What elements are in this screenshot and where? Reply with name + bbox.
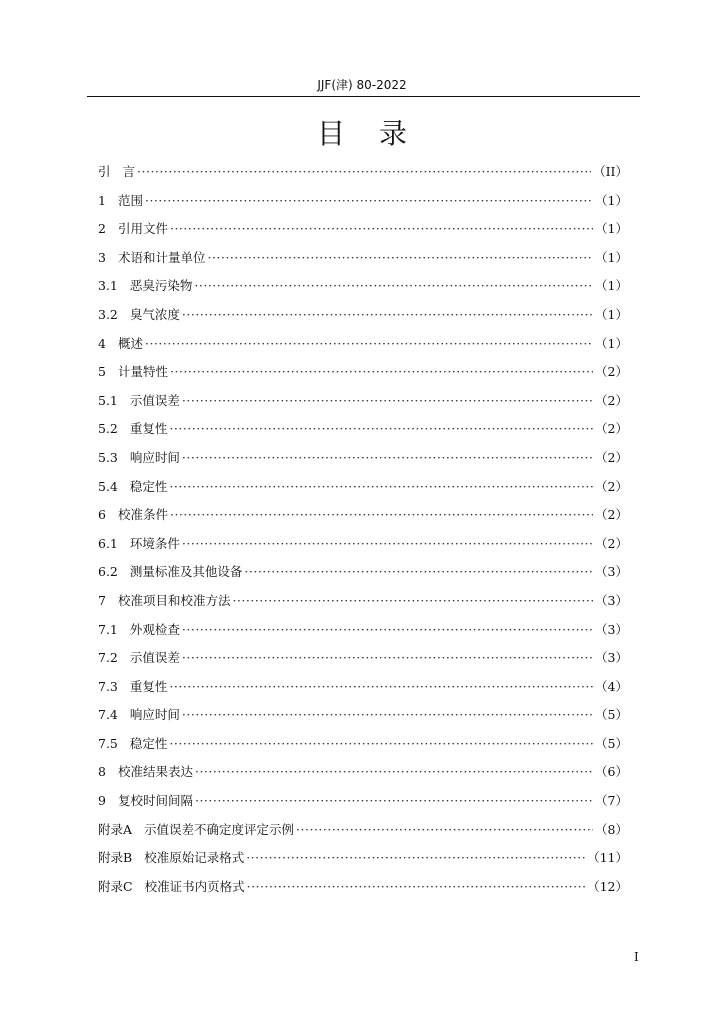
- page-number: I: [634, 950, 639, 964]
- toc-entry[interactable]: [98, 816, 628, 845]
- toc-entry-page: （8）: [595, 821, 628, 837]
- toc-entry-page: （1）: [595, 249, 628, 265]
- toc-entry-number: 5.4: [98, 478, 118, 494]
- toc-entry-page: （2）: [595, 478, 628, 494]
- toc-entry-number: 3: [98, 249, 106, 265]
- page-title: 目录: [316, 117, 441, 150]
- toc-leader-dots: [182, 444, 593, 473]
- toc-entry-title: 响应时间: [129, 707, 180, 723]
- toc-leader-dots: [182, 701, 593, 730]
- toc-entry-page: （6）: [595, 764, 628, 780]
- toc-entry[interactable]: [98, 358, 628, 387]
- toc-entry-title: 校准项目和校准方法: [117, 592, 231, 608]
- toc-entry[interactable]: [98, 501, 628, 530]
- toc-entry-title: 计量特性: [117, 364, 168, 380]
- toc-entry[interactable]: [98, 387, 628, 416]
- toc-entry[interactable]: [98, 787, 628, 816]
- toc-entry-number: 5: [98, 364, 106, 380]
- toc-entry[interactable]: [98, 187, 628, 216]
- toc-leader-dots: [296, 816, 593, 845]
- toc-entry[interactable]: [98, 673, 628, 702]
- toc-leader-dots: [169, 730, 593, 759]
- toc-entry-page: （5）: [595, 735, 628, 751]
- toc-entry-title: 示值误差: [129, 650, 180, 666]
- toc-entry-number: 7.1: [98, 621, 118, 637]
- toc-entry[interactable]: [98, 330, 628, 359]
- toc-entry-title: 重复性: [129, 678, 168, 694]
- toc-entry[interactable]: [98, 730, 628, 759]
- toc-entry[interactable]: [98, 301, 628, 330]
- toc-entry-number: 1: [98, 192, 106, 208]
- toc-entry-title: 响应时间: [129, 449, 180, 465]
- toc-entry-title: 环境条件: [129, 535, 180, 551]
- toc-entry-page: （1）: [595, 192, 628, 208]
- toc-entry-number: 6: [98, 507, 106, 523]
- toc-entry-title: 校准结果表达: [117, 764, 193, 780]
- toc-entry-number: 附录C: [98, 878, 133, 894]
- toc-entry-page: （1）: [595, 278, 628, 294]
- toc-entry-number: 6.2: [98, 564, 118, 580]
- toc-entry-title: 范围: [117, 192, 143, 208]
- toc-entry-title: 示值误差: [129, 392, 180, 408]
- toc-entry-title: 臭气浓度: [129, 306, 180, 322]
- toc-entry[interactable]: [98, 158, 628, 187]
- toc-entry-title: 言: [122, 164, 136, 179]
- toc-leader-dots: [207, 244, 593, 273]
- toc-entry-number: 7.5: [98, 735, 118, 751]
- toc-entry[interactable]: [98, 644, 628, 673]
- toc-entry[interactable]: [98, 758, 628, 787]
- toc-entry-title: 恶臭污染物: [129, 278, 193, 294]
- toc-entry-number: 8: [98, 764, 106, 780]
- toc-entry-title: 重复性: [129, 421, 168, 437]
- toc-leader-dots: [182, 387, 593, 416]
- toc-leader-dots: [170, 501, 593, 530]
- toc-entry-page: （12）: [587, 878, 628, 894]
- toc-entry[interactable]: [98, 415, 628, 444]
- toc-leader-dots: [170, 358, 593, 387]
- toc-entry-page: （2）: [595, 507, 628, 523]
- toc-leader-dots: [169, 473, 593, 502]
- toc-leader-dots: [137, 158, 591, 187]
- toc-entry-title: 术语和计量单位: [117, 249, 206, 265]
- toc-entry-page: （2）: [595, 392, 628, 408]
- toc-entry-title: 校准证书内页格式: [144, 878, 245, 894]
- toc-entry-page: （3）: [595, 564, 628, 580]
- toc-leader-dots: [182, 644, 593, 673]
- toc-entry[interactable]: [98, 587, 628, 616]
- toc-entry-page: （1）: [595, 306, 628, 322]
- toc-leader-dots: [182, 530, 593, 559]
- toc-entry-number: 6.1: [98, 535, 118, 551]
- toc-entry-number: 2: [98, 221, 106, 237]
- toc-entry-page: （11）: [587, 850, 628, 866]
- toc-leader-dots: [145, 187, 593, 216]
- toc-leader-dots: [247, 873, 586, 902]
- toc-entry[interactable]: [98, 215, 628, 244]
- toc-entry[interactable]: [98, 558, 628, 587]
- toc-entry-page: （1）: [595, 335, 628, 351]
- toc-entry-title: 稳定性: [129, 735, 168, 751]
- toc-leader-dots: [195, 758, 593, 787]
- toc-entry-number: 9: [98, 793, 106, 809]
- toc-leader-dots: [246, 844, 585, 873]
- toc-entry-number: 3.1: [98, 278, 118, 294]
- toc-leader-dots: [170, 215, 593, 244]
- toc-entry-number: 7.4: [98, 707, 118, 723]
- toc-entry[interactable]: [98, 244, 628, 273]
- toc-entry-page: （II）: [593, 164, 628, 179]
- toc-entry[interactable]: [98, 530, 628, 559]
- toc-entry-number: 5.3: [98, 449, 118, 465]
- toc-entry[interactable]: [98, 701, 628, 730]
- toc-entry-page: （3）: [595, 650, 628, 666]
- toc-entry-title: 稳定性: [129, 478, 168, 494]
- toc-leader-dots: [232, 587, 593, 616]
- toc-entry-number: 7: [98, 592, 106, 608]
- toc-entry-number: 7.3: [98, 678, 118, 694]
- toc-entry-page: （5）: [595, 707, 628, 723]
- toc-leader-dots: [169, 415, 593, 444]
- toc-entry-page: （1）: [595, 221, 628, 237]
- header-rule: [87, 96, 640, 97]
- toc-entry-title: 引用文件: [117, 221, 168, 237]
- toc-entry-number: 7.2: [98, 650, 118, 666]
- toc-entry[interactable]: [98, 473, 628, 502]
- toc-entry-number: 5.1: [98, 392, 118, 408]
- toc-entry-title: 测量标准及其他设备: [129, 564, 243, 580]
- toc-leader-dots: [145, 330, 593, 359]
- toc-leader-dots: [244, 558, 593, 587]
- toc-entry-title: 校准条件: [117, 507, 168, 523]
- toc-leader-dots: [169, 673, 593, 702]
- toc-leader-dots: [182, 616, 593, 645]
- toc-entry[interactable]: [98, 844, 628, 873]
- toc-entry-page: （2）: [595, 421, 628, 437]
- toc-entry-title: 复校时间间隔: [117, 793, 193, 809]
- toc-entry-number: 4: [98, 335, 106, 351]
- toc-entry-page: （3）: [595, 621, 628, 637]
- toc-entry-page: （2）: [595, 364, 628, 380]
- toc-entry-number: 引: [98, 164, 111, 179]
- toc-entry-page: （2）: [595, 535, 628, 551]
- toc-entry-page: （3）: [595, 592, 628, 608]
- toc-entry-page: （2）: [595, 449, 628, 465]
- toc-entry[interactable]: [98, 272, 628, 301]
- toc-entry-title: 外观检查: [129, 621, 180, 637]
- toc-entry[interactable]: [98, 873, 628, 902]
- toc-leader-dots: [195, 787, 593, 816]
- toc-leader-dots: [194, 272, 593, 301]
- toc-entry[interactable]: [98, 616, 628, 645]
- toc-entry-number: 附录B: [98, 850, 133, 866]
- toc-entry-title: 校准原始记录格式: [144, 850, 245, 866]
- toc-entry-title: 概述: [117, 335, 143, 351]
- toc-entry-number: 3.2: [98, 306, 118, 322]
- toc-entry-title: 示值误差不确定度评定示例: [144, 821, 295, 837]
- toc-entry-page: （7）: [595, 793, 628, 809]
- toc-leader-dots: [182, 301, 593, 330]
- document-code-header: JJF(津) 80-2022: [317, 78, 407, 92]
- toc-entry-number: 5.2: [98, 421, 118, 437]
- toc-entry-page: （4）: [595, 678, 628, 694]
- toc-entry-number: 附录A: [98, 821, 133, 837]
- table-of-contents: [98, 158, 628, 901]
- toc-entry[interactable]: [98, 444, 628, 473]
